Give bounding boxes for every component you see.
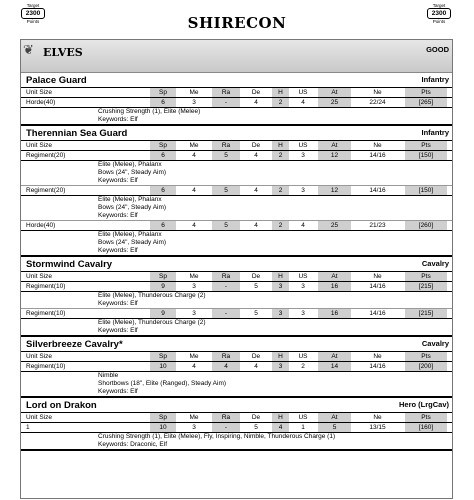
special-rules: Keywords: Draconic, Elf [98,441,167,448]
special-rules: Keywords: Elf [98,177,138,184]
special-rules: Shortbows (18", Elite (Ranged), Steady Aim) [98,380,227,387]
stat-cell: 5 [318,423,351,432]
column-header: Pts [405,88,447,97]
stat-cell: 3 [301,187,305,194]
column-header: At [318,352,351,361]
stat-cell: - [212,98,240,107]
column-header: Sp [150,352,176,361]
army-name: ELVES [43,46,83,59]
column-header: H [272,352,289,361]
unit-entry [21,98,452,124]
special-rules: Elite (Melee), Phalanx [98,161,162,168]
column-header: De [251,273,261,280]
column-header: At [318,88,351,97]
stat-cell: 3 [192,99,196,106]
stat-header-row [21,351,452,362]
stat-cell: 4 [301,222,305,229]
column-header: H [272,413,289,422]
stat-cell: [260] [405,221,447,230]
stat-cell: 12 [318,186,351,195]
stat-cell: 14/16 [369,152,386,159]
stat-cell: 3 [272,362,289,371]
unit-block [21,257,452,337]
column-header: Ra [212,88,240,97]
stat-cell: 16 [318,309,351,318]
stat-cell: 3 [272,309,289,318]
unit-block [21,73,452,126]
stat-row [21,423,452,433]
unit-entry [21,309,452,335]
stat-cell: 5 [212,221,240,230]
stat-cell: 12 [318,151,351,160]
stat-row [21,309,452,319]
unit-entry [21,282,452,309]
stat-cell: 3 [192,424,196,431]
column-header: Pts [405,272,447,281]
unit-size: Regiment(20) [26,187,66,194]
stat-cell: 10 [150,362,176,371]
stat-cell: 14/16 [369,283,386,290]
unit-header [21,73,452,87]
stat-header-row [21,412,452,423]
column-header: De [251,414,261,421]
page-title: SHIRECON [187,14,287,32]
target-label: Target [26,3,40,8]
column-header: US [298,142,308,149]
column-header: Ne [373,273,382,280]
stat-cell: 4 [254,187,258,194]
stat-cell: 13/15 [369,424,386,431]
unit-type: Cavalry [421,339,449,348]
target-unit: Points [432,19,446,24]
stat-cell: 3 [272,282,289,291]
stat-cell: 22/24 [369,99,386,106]
stat-cell: 4 [254,363,258,370]
stat-cell: [265] [405,98,447,107]
column-header: Me [189,353,199,360]
unit-list [21,73,452,451]
unit-type: Cavalry [421,259,449,268]
stat-cell: [215] [405,282,447,291]
column-header: Pts [405,352,447,361]
column-header: Sp [150,272,176,281]
unit-size: Regiment(10) [26,310,66,317]
unit-header [21,126,452,140]
column-header: US [298,89,308,96]
unit-header [21,398,452,412]
special-rules: Keywords: Elf [98,247,138,254]
stat-cell: 14 [318,362,351,371]
column-header: Me [189,142,199,149]
stat-cell: 2 [272,186,289,195]
column-header: Ne [373,89,382,96]
column-header: Ne [373,414,382,421]
special-rules: Keywords: Elf [98,388,138,395]
column-header: Ne [373,142,382,149]
column-header: Ra [212,413,240,422]
special-rules: Bows (24", Steady Aim) [98,239,167,246]
stat-cell: 5 [212,151,240,160]
column-header: Me [189,414,199,421]
stat-cell: 14/16 [369,363,386,370]
stat-cell: [160] [405,423,447,432]
unit-size: Horde(40) [26,222,56,229]
stat-cell: 21/23 [369,222,386,229]
stat-cell: 14/16 [369,187,386,194]
special-rules: Elite (Melee), Phalanx [98,196,162,203]
column-header: Me [189,89,199,96]
stat-cell: 4 [254,222,258,229]
column-header: De [251,142,261,149]
stat-cell: 3 [301,283,305,290]
stat-cell: [150] [405,186,447,195]
unit-name: Therennian Sea Guard [26,128,128,139]
stat-cell: 9 [150,309,176,318]
column-header: Unit Size [26,273,53,280]
stat-cell: 3 [301,310,305,317]
target-unit: Points [26,19,40,24]
stat-cell: 2 [272,98,289,107]
unit-block [21,398,452,451]
stat-cell: 2 [301,363,305,370]
stat-row [21,362,452,372]
unit-entry [21,362,452,396]
unit-size: Regiment(10) [26,363,66,370]
column-header: H [272,141,289,150]
stat-cell: 4 [212,362,240,371]
unit-block [21,126,452,257]
unit-type: Hero (LrgCav) [398,400,449,409]
stat-row [21,98,452,108]
stat-cell: 9 [150,282,176,291]
special-rules: Keywords: Elf [98,327,138,334]
column-header: Sp [150,141,176,150]
column-header: Ne [373,353,382,360]
elf-emblem-icon: ❦ [23,42,34,57]
army-list [20,39,453,499]
stat-cell: 4 [272,423,289,432]
special-rules: Elite (Melee), Phalanx [98,231,162,238]
stat-cell: 4 [301,99,305,106]
column-header: Ra [212,141,240,150]
stat-row [21,151,452,161]
stat-cell: 3 [192,283,196,290]
army-header [21,40,452,73]
stat-cell: 14/16 [369,310,386,317]
special-rules: Nimble [98,372,119,379]
stat-cell: 5 [254,310,258,317]
unit-header [21,337,452,351]
stat-cell: 3 [301,152,305,159]
column-header: H [272,88,289,97]
stat-cell: - [212,309,240,318]
special-rules: Crushing Strength (1), Elite (Melee), Fly, Inspiring, Nimble, Thunderous Charge (1) [98,433,336,440]
column-header: De [251,89,261,96]
target-value: 2300 [21,8,45,19]
unit-size: Regiment(10) [26,283,66,290]
stat-cell: 25 [318,98,351,107]
column-header: At [318,272,351,281]
target-label: Target [432,3,446,8]
stat-cell: 4 [254,152,258,159]
stat-cell: 4 [254,99,258,106]
column-header: Me [189,273,199,280]
target-value: 2300 [427,8,451,19]
stat-cell: 5 [254,424,258,431]
special-rules: Bows (24", Steady Aim) [98,204,167,211]
column-header: US [298,273,308,280]
column-header: Sp [150,413,176,422]
column-header: Unit Size [26,89,53,96]
column-header: De [251,353,261,360]
stat-cell: 4 [192,152,196,159]
stat-cell: 10 [150,423,176,432]
column-header: H [272,272,289,281]
column-header: Pts [405,141,447,150]
stat-cell: [150] [405,151,447,160]
stat-row [21,221,452,231]
stat-cell: 25 [318,221,351,230]
stat-cell: - [212,282,240,291]
unit-type: Infantry [421,128,449,137]
stat-cell: [215] [405,309,447,318]
column-header: Unit Size [26,142,53,149]
column-header: Unit Size [26,353,53,360]
unit-name: Palace Guard [26,75,87,86]
unit-name: Stormwind Cavalry [26,259,113,270]
unit-header [21,257,452,271]
column-header: US [298,414,308,421]
stat-cell: 6 [150,186,176,195]
special-rules: Elite (Melee), Thunderous Charge (2) [98,319,206,326]
column-header: Ra [212,272,240,281]
special-rules: Bows (24", Steady Aim) [98,169,167,176]
unit-entry [21,423,452,449]
column-header: Ra [212,352,240,361]
stat-cell: 16 [318,282,351,291]
stat-cell: 4 [192,363,196,370]
column-header: US [298,353,308,360]
stat-header-row [21,140,452,151]
stat-cell: 4 [192,187,196,194]
stat-cell: - [212,423,240,432]
unit-size: Regiment(20) [26,152,66,159]
column-header: Sp [150,88,176,97]
stat-cell: 6 [150,221,176,230]
stat-cell: 5 [212,186,240,195]
special-rules: Elite (Melee), Thunderous Charge (2) [98,292,206,299]
column-header: At [318,141,351,150]
unit-type: Infantry [421,75,449,84]
stat-row [21,282,452,292]
stat-cell: 1 [301,424,305,431]
stat-cell: 4 [192,222,196,229]
unit-block [21,337,452,398]
stat-header-row [21,271,452,282]
stat-cell: 3 [192,310,196,317]
column-header: At [318,413,351,422]
unit-name: Lord on Drakon [26,400,97,411]
stat-cell: 2 [272,151,289,160]
unit-entry [21,151,452,186]
unit-entry [21,186,452,221]
unit-size: 1 [26,424,30,431]
column-header: Unit Size [26,414,53,421]
stat-cell: 6 [150,98,176,107]
special-rules: Keywords: Elf [98,300,138,307]
special-rules: Keywords: Elf [98,116,138,123]
target-points-right [427,3,451,24]
special-rules: Crushing Strength (1), Elite (Melee) [98,108,201,115]
stat-row [21,186,452,196]
unit-name: Silverbreeze Cavalry* [26,339,123,350]
stat-cell: [200] [405,362,447,371]
stat-header-row [21,87,452,98]
stat-cell: 2 [272,221,289,230]
stat-cell: 5 [254,283,258,290]
army-alignment: GOOD [426,45,449,54]
stat-cell: 6 [150,151,176,160]
column-header: Pts [405,413,447,422]
unit-size: Horde(40) [26,99,56,106]
unit-entry [21,221,452,255]
special-rules: Keywords: Elf [98,212,138,219]
